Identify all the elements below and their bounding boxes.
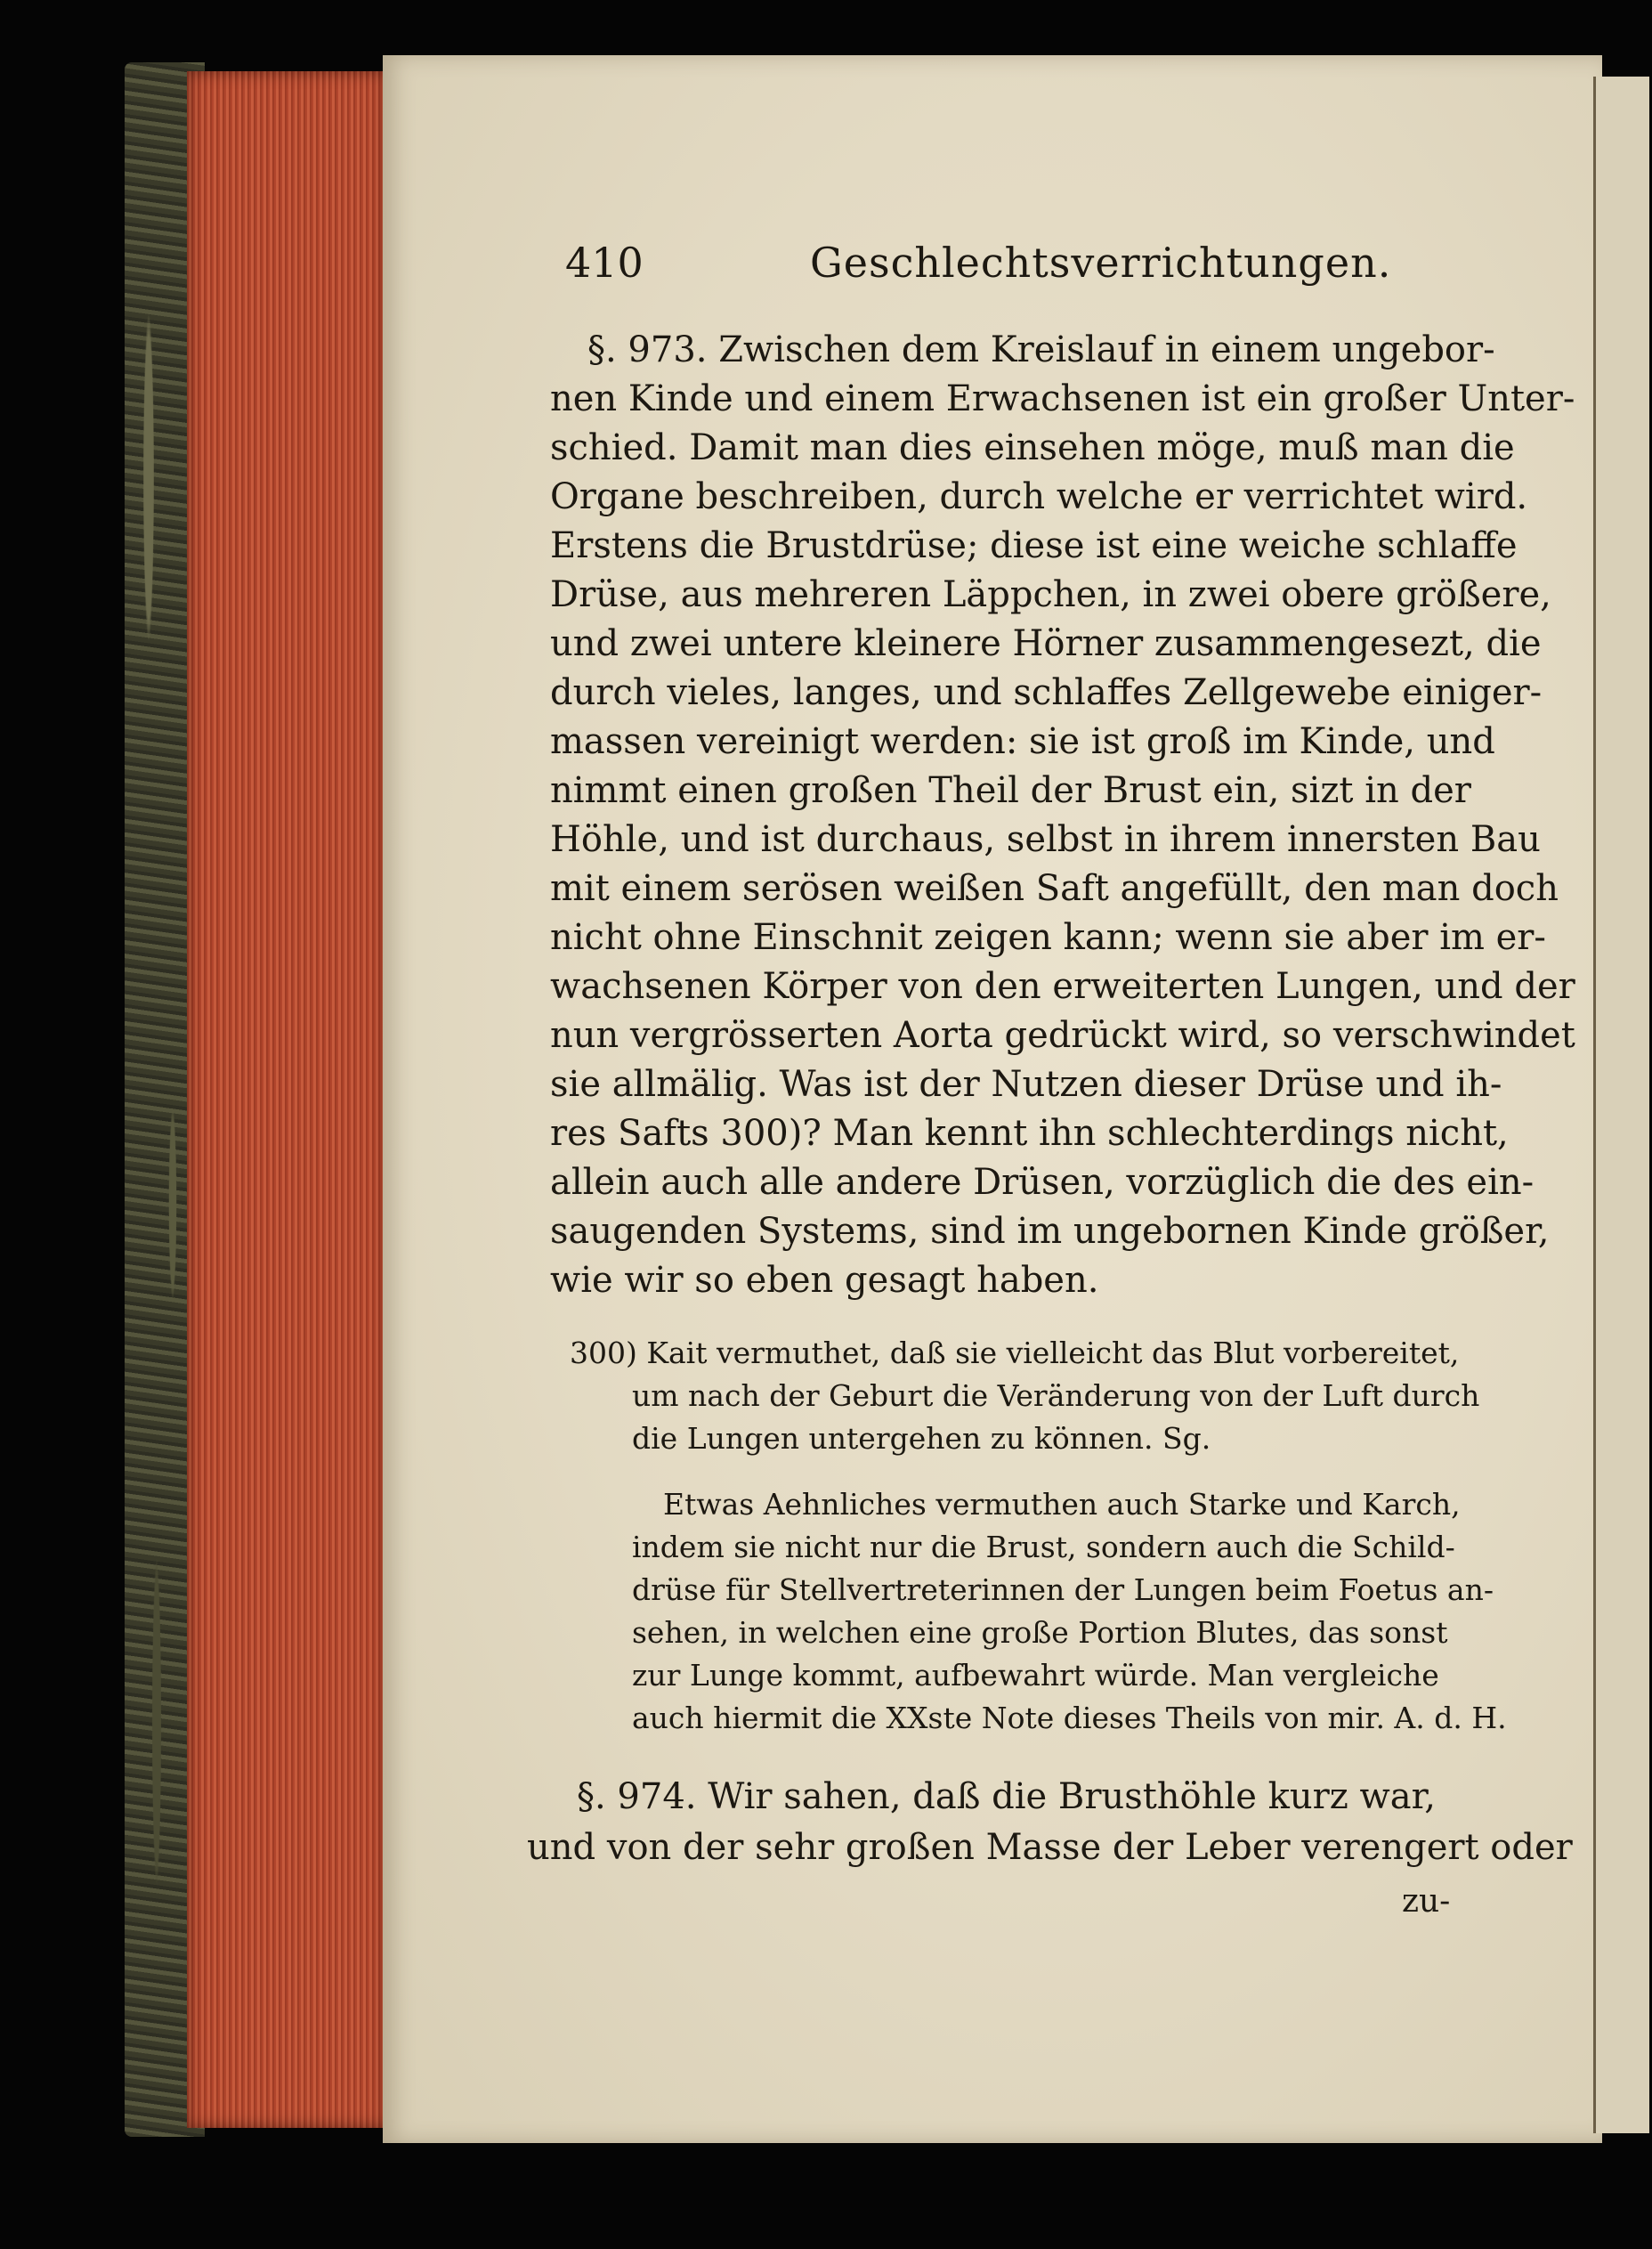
footnote-line: indem sie nicht nur die Brust, sondern auch die Schild- [632, 1530, 1455, 1564]
body-line: nimmt einen großen Theil der Brust ein, sizt in der [550, 770, 1471, 811]
body-line: durch vieles, langes, und schlaffes Zellgewebe einiger- [550, 672, 1543, 713]
footnote-line: sehen, in welchen eine große Portion Blutes, das sonst [632, 1615, 1448, 1650]
body-line: saugenden Systems, sind im ungebornen Kinde größer, [550, 1211, 1550, 1252]
body-line: sie allmälig. Was ist der Nutzen dieser Drüse und ih- [550, 1064, 1502, 1105]
body-line: §. 974. Wir sahen, daß die Brusthöhle kurz war, [577, 1776, 1437, 1817]
body-line: Organe beschreiben, durch welche er verrichtet wird. [550, 476, 1528, 517]
body-line: schied. Damit man dies einsehen möge, muß man die [550, 427, 1515, 468]
facing-page-edge [1593, 77, 1649, 2133]
body-line: nun vergrösserten Aorta gedrückt wird, so verschwindet [550, 1015, 1575, 1056]
running-head: Geschlechtsverrichtungen. [810, 239, 1392, 287]
catchword: zu- [1402, 1883, 1451, 1920]
body-line: mit einem serösen weißen Saft angefüllt, den man doch [550, 868, 1559, 909]
body-line: und von der sehr großen Masse der Leber verengert oder [527, 1827, 1573, 1868]
footnote-line: um nach der Geburt die Veränderung von der Luft durch [632, 1378, 1480, 1413]
body-line: wie wir so eben gesagt haben. [550, 1260, 1099, 1301]
body-line: nen Kinde und einem Erwachsenen ist ein großer Unter- [550, 378, 1575, 419]
body-line: massen vereinigt werden: sie ist groß im Kinde, und [550, 721, 1495, 762]
body-line: §. 973. Zwischen dem Kreislauf in einem ungebor- [587, 329, 1495, 370]
body-line: Erstens die Brustdrüse; diese ist eine weiche schlaffe [550, 525, 1518, 566]
footnote-line: zur Lunge kommt, aufbewahrt würde. Man vergleiche [632, 1658, 1439, 1693]
page-edges [187, 71, 387, 2128]
page-number: 410 [565, 239, 644, 287]
body-line: Höhle, und ist durchaus, selbst in ihrem innersten Bau [550, 819, 1541, 860]
body-line: und zwei untere kleinere Hörner zusammengesezt, die [550, 623, 1542, 664]
footnote-line: die Lungen untergehen zu können. Sg. [632, 1421, 1211, 1456]
body-line: allein auch alle andere Drüsen, vorzüglich die des ein- [550, 1162, 1535, 1203]
body-line: nicht ohne Einschnit zeigen kann; wenn sie aber im er- [550, 917, 1546, 958]
body-line: res Safts 300)? Man kennt ihn schlechterdings nicht, [550, 1113, 1509, 1154]
footnote-line: drüse für Stellvertreterinnen der Lungen beim Foetus an- [632, 1572, 1494, 1607]
body-line: Drüse, aus mehreren Läppchen, in zwei obere größere, [550, 574, 1551, 615]
footnote-line: auch hiermit die XXste Note dieses Theils von mir. A. d. H. [632, 1701, 1507, 1735]
footnote-line: 300) Kait vermuthet, daß sie vielleicht das Blut vorbereitet, [570, 1336, 1460, 1370]
footnote-line: Etwas Aehnliches vermuthen auch Starke und Karch, [663, 1487, 1461, 1522]
body-line: wachsenen Körper von den erweiterten Lungen, und der [550, 966, 1575, 1007]
